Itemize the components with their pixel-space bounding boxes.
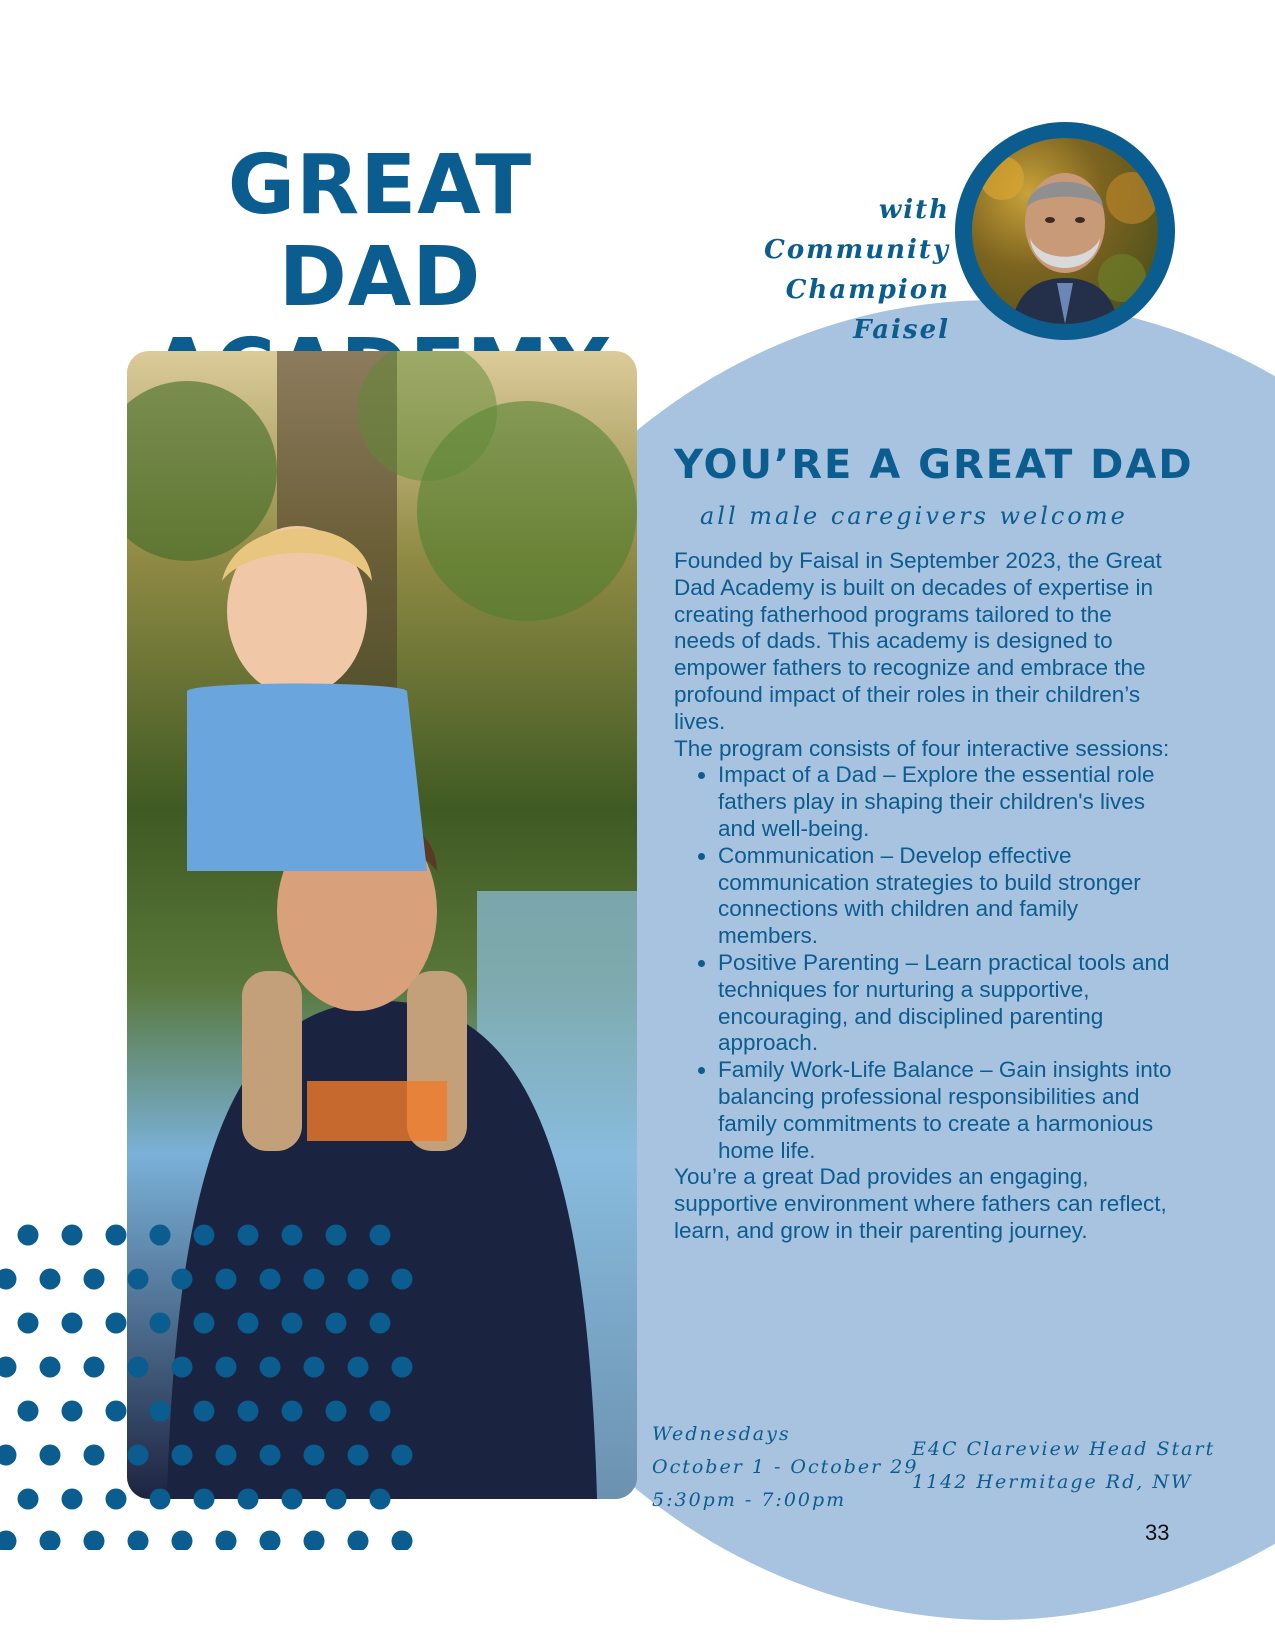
- intro-paragraph: Founded by Faisal in September 2023, the Great Dad Academy is built on decades of expertise in creating fatherhood programs tailored to the needs of dads. This academy is designed to empower fathers to recognize and embrace the profound impact of their roles in their children’s lives.: [674, 548, 1162, 734]
- program-description: [674, 548, 1174, 1245]
- location-address: 1142 Hermitage Rd, NW: [912, 1471, 1193, 1493]
- session-list: [674, 762, 1174, 1164]
- champion-portrait-photo: [972, 138, 1158, 324]
- program-intro-paragraph: The program consists of four interactive sessions:: [674, 735, 1170, 761]
- section-heading: YOU’RE A GREAT DAD: [674, 442, 1194, 488]
- title-line-1: GREAT DAD: [227, 138, 533, 325]
- champion-subtitle-line-2: Champion Faisel: [785, 275, 950, 345]
- schedule-dates: October 1 - October 29: [652, 1456, 919, 1478]
- session-item-work-life-balance: • Family Work-Life Balance – Gain insights into balancing professional responsibilities and family commitments to create a harmonious home life.: [718, 1057, 1174, 1164]
- champion-subtitle: [700, 190, 950, 350]
- champion-subtitle-line-1: with Community: [764, 195, 950, 265]
- schedule-time: 5:30pm - 7:00pm: [652, 1489, 847, 1511]
- session-item-communication: • Communication – Develop effective communication strategies to build stronger connections with children and family members.: [718, 843, 1174, 950]
- schedule-day: Wednesdays: [652, 1423, 791, 1445]
- page-number: 33: [1145, 1520, 1170, 1545]
- section-tagline: all male caregivers welcome: [700, 502, 1128, 530]
- location-name: E4C Clareview Head Start: [912, 1438, 1216, 1460]
- schedule-info: [652, 1418, 918, 1517]
- decorative-dot-pattern: [0, 1220, 440, 1550]
- location-info: [912, 1433, 1215, 1499]
- portrait-illustration: [972, 138, 1158, 324]
- session-item-positive-parenting: • Positive Parenting – Learn practical tools and techniques for nurturing a supportive, encouraging, and disciplined parenting approach.: [718, 950, 1174, 1057]
- session-item-impact: • Impact of a Dad – Explore the essential role fathers play in shaping their children's lives and well-being.: [718, 762, 1174, 842]
- closing-paragraph: You’re a great Dad provides an engaging, supportive environment where fathers can reflect, learn, and grow in their parenting journey.: [674, 1164, 1167, 1243]
